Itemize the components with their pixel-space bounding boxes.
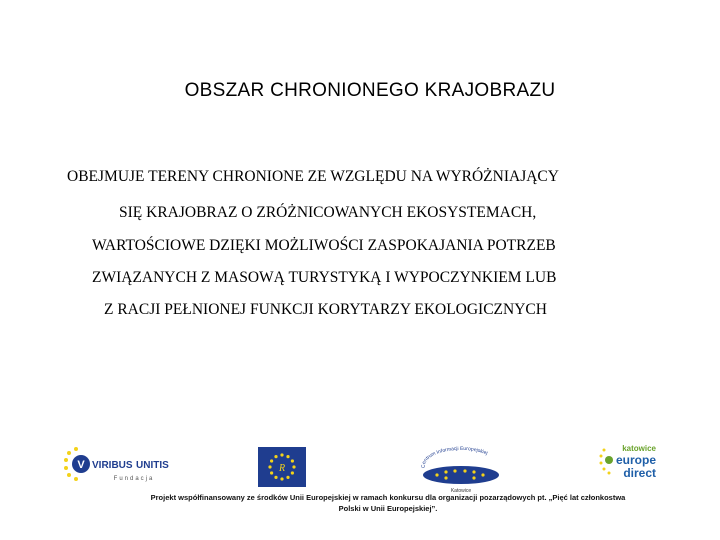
cie-ellipse-icon bbox=[423, 466, 499, 484]
cie-logo bbox=[415, 442, 507, 494]
ked-europe-label: europe bbox=[615, 453, 656, 467]
ked-globe-icon bbox=[605, 456, 613, 464]
cie-city-label: Katowice bbox=[450, 488, 472, 494]
svg-text:R: R bbox=[278, 463, 286, 474]
eu-flag-logo bbox=[258, 447, 306, 487]
eu-star bbox=[280, 453, 283, 456]
slide-title: OBSZAR CHRONIONEGO KRAJOBRAZU bbox=[184, 80, 556, 101]
eu-star bbox=[274, 476, 277, 479]
eu-star bbox=[270, 459, 273, 462]
eu-star bbox=[286, 455, 289, 458]
eu-star bbox=[270, 471, 273, 474]
body-line: SIĘ KRAJOBRAZ O ZRÓŻNICOWANYCH EKOSYSTEMACH, bbox=[119, 204, 537, 221]
body-line: ZWIĄZANYCH Z MASOWĄ TURYSTYKĄ I WYPOCZYNKIEM LUB bbox=[92, 269, 557, 286]
footer-line: Polski w Unii Europejskiej”. bbox=[338, 504, 438, 513]
ked-direct-label: direct bbox=[623, 466, 656, 480]
eu-star bbox=[274, 455, 277, 458]
funding-footer bbox=[118, 492, 658, 514]
unitis-word: UNITIS bbox=[136, 460, 169, 471]
europe-direct-logo bbox=[598, 436, 660, 494]
fundacja-label: Fundacja bbox=[113, 476, 155, 482]
eu-star bbox=[291, 459, 294, 462]
body-line: OBEJMUJE TERENY CHRONIONE ZE WZGLĘDU NA WYRÓŻNIAJĄCY bbox=[67, 168, 559, 185]
ked-city-label: katowice bbox=[622, 444, 656, 453]
svg-text:V: V bbox=[77, 459, 85, 471]
footer-line: Projekt współfinansowany ze środków Unii Europejskiej w ramach konkursu dla organizacji pozarządowych pt. „Pięć lat członkostwa bbox=[150, 493, 626, 502]
eu-star bbox=[292, 465, 295, 468]
eu-star bbox=[280, 477, 283, 480]
body-line: WARTOŚCIOWE DZIĘKI MOŻLIWOŚCI ZASPOKAJANIA POTRZEB bbox=[92, 237, 556, 254]
cie-arc-label: Centrum Informacji Europejskiej bbox=[420, 445, 489, 469]
body-line: Z RACJI PEŁNIONEJ FUNKCJI KORYTARZY EKOLOGICZNYCH bbox=[104, 301, 547, 318]
eu-star bbox=[291, 471, 294, 474]
viribus-unitis-logo bbox=[62, 443, 182, 491]
viribus-word: VIRIBUS bbox=[92, 460, 133, 471]
eu-star bbox=[286, 476, 289, 479]
eu-star bbox=[268, 465, 271, 468]
